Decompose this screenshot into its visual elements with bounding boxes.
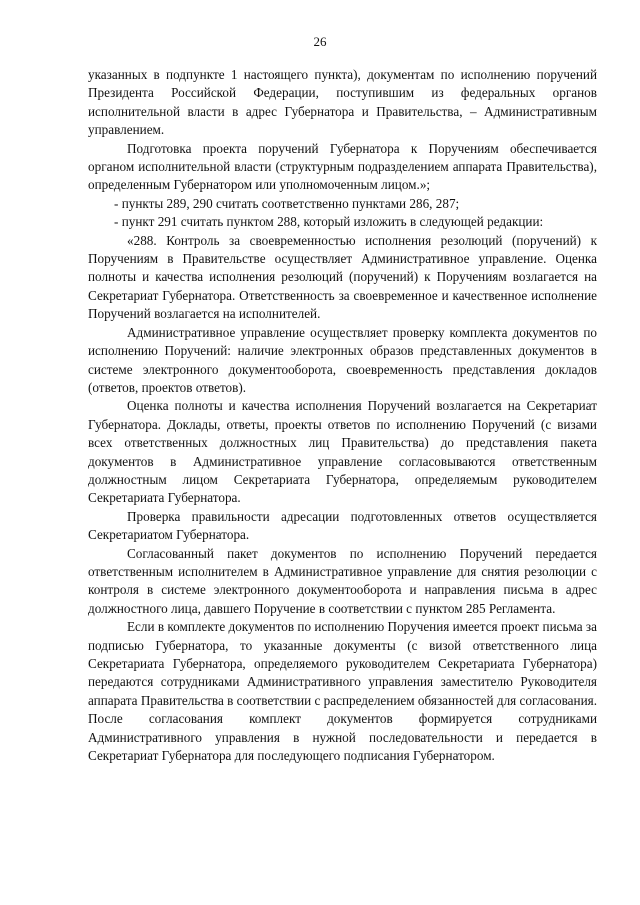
paragraph-7: Оценка полноты и качества исполнения Поручений возлагается на Секретариат Губернатора. Доклады, ответы, проекты ответов по исполнению Поручений (с визами всех ответственных должностных лиц Правительства) до представления пакета документов в Административное управление согласовываются ответственным должностным лицом Секретариата Губернатора, определяемым руководителем Секретариата Губернатора. <box>88 398 597 506</box>
paragraph-8: Проверка правильности адресации подготовленных ответов осуществляется Секретариатом Губернатора. <box>88 508 597 543</box>
paragraph-5: «288. Контроль за своевременностью исполнения резолюций (поручений) к Поручениям в Правительстве осуществляет Административное управление. Оценка полноты и качества исполнения резолюций (поручений) к Поручениям возлагается на Секретариат Губернатора. Ответственность за своевременное и качественное исполнение Поручений возлагается на исполнителей. <box>88 232 597 322</box>
page-number: 26 <box>313 34 327 49</box>
paragraph-9: Согласованный пакет документов по исполнению Поручений передается ответственным исполнителем в Административное управление для снятия резолюции с контроля в системе электронного документооборота и направления письма в адрес должностного лица, давшего Поручение в соответствии с пунктом 285 Регламента. <box>88 545 597 616</box>
paragraph-3: - пункты 289, 290 считать соответственно пунктами 286, 287; <box>114 195 460 211</box>
document-body <box>88 66 597 765</box>
paragraph-1: указанных в подпункте 1 настоящего пункта), документам по исполнению поручений Президента Российской Федерации, поступившим из федеральных органов исполнительной власти в адрес Губернатора и Правительства, – Административным управлением. <box>88 67 597 138</box>
paragraph-10: Если в комплекте документов по исполнению Поручения имеется проект письма за подписью Губернатора, то указанные документы (с визой ответственного лица Секретариата Губернатора, определяемого руководителем Секретариата Губернатора) передаются сотрудниками Административного управления заместителю Руководителя аппарата Правительства в соответствии с распределением обязанностей для согласования. После согласования комплект документов формируется сотрудниками Административного управления в нужной последовательности и передается в Секретариат Губернатора для последующего подписания Губернатором. <box>88 619 597 764</box>
paragraph-6: Административное управление осуществляет проверку комплекта документов по исполнению Поручений: наличие электронных образов представленных документов в системе электронного документооборота, своевременность представления докладов (ответов, проектов ответов). <box>88 324 597 395</box>
paragraph-2: Подготовка проекта поручений Губернатора к Поручениям обеспечивается органом исполнительной власти (структурным подразделением аппарата Правительства), определенным Губернатором или уполномоченным лицом.»; <box>88 140 597 193</box>
paragraph-4: - пункт 291 считать пунктом 288, который изложить в следующей редакции: <box>114 214 544 230</box>
